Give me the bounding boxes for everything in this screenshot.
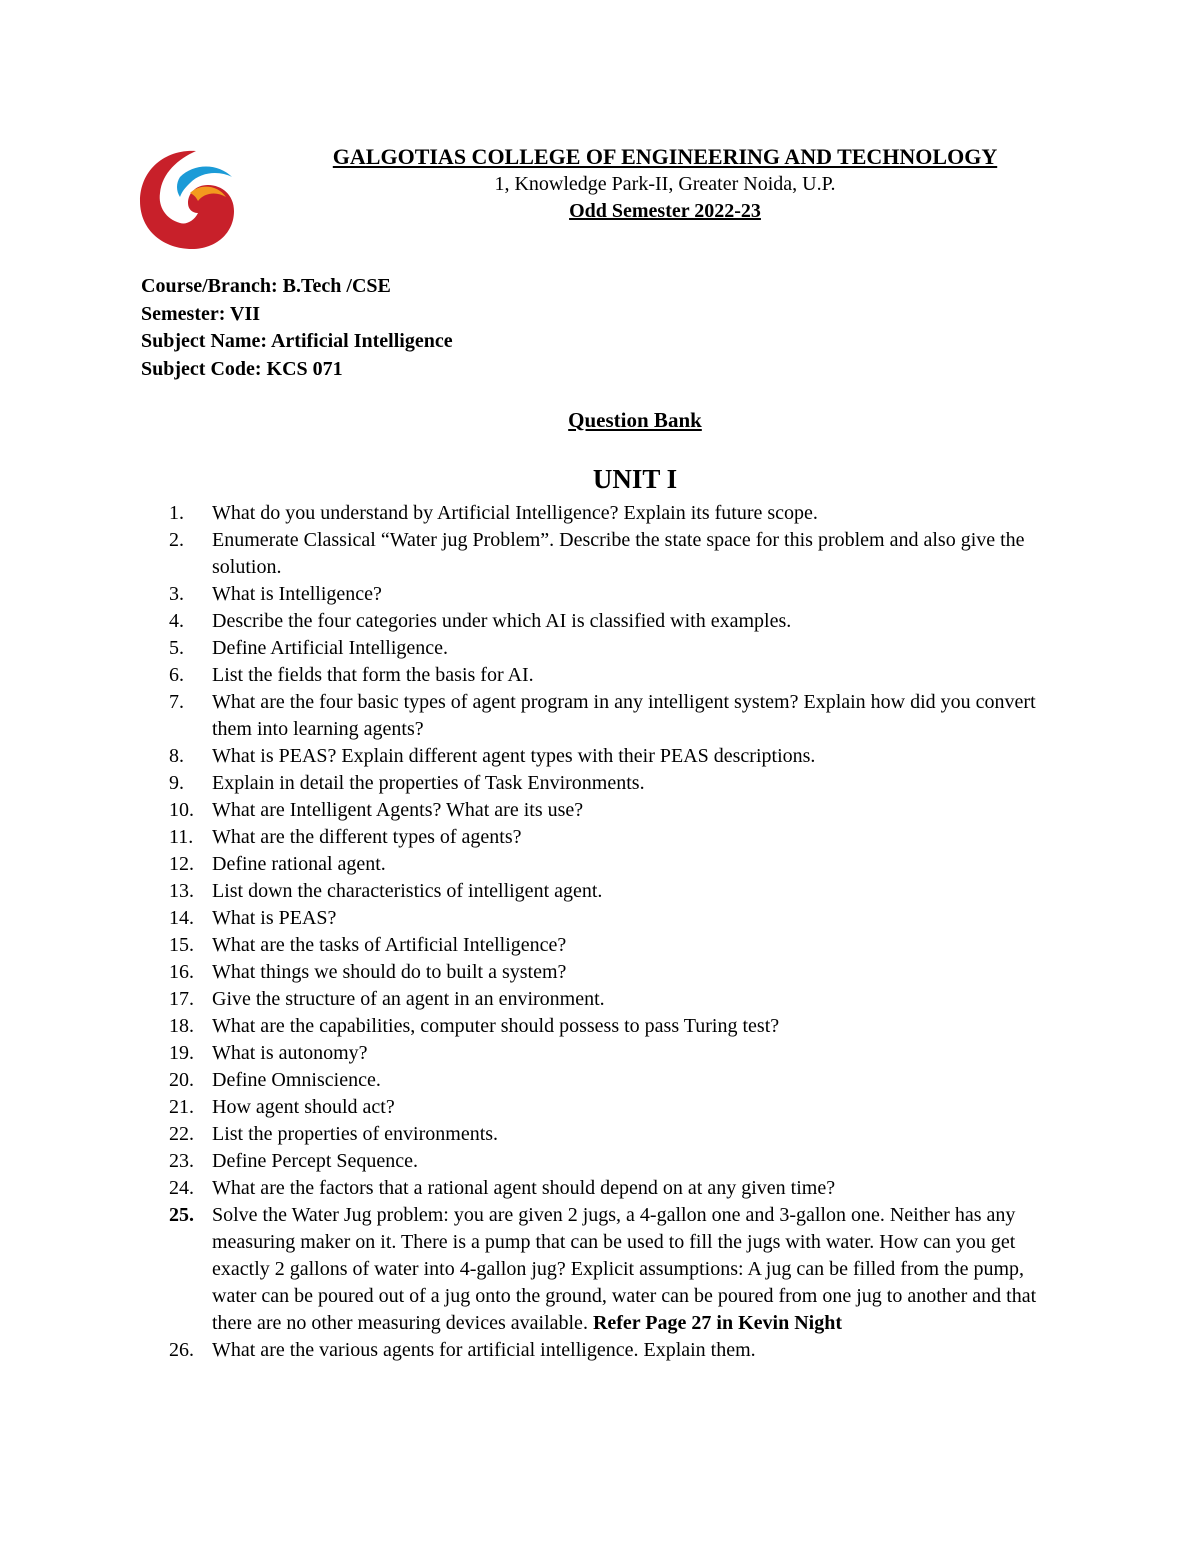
question-text-body: Define Omniscience. xyxy=(212,1069,381,1091)
question-text-body: What is PEAS? xyxy=(212,907,337,929)
question-item xyxy=(141,770,1051,797)
question-text xyxy=(212,1175,1051,1202)
question-item xyxy=(141,959,1051,986)
semester-title: Odd Semester 2022-23 xyxy=(569,200,761,222)
question-item xyxy=(141,1202,1051,1337)
question-item xyxy=(141,1040,1051,1067)
question-text-body: What are the tasks of Artificial Intelligence? xyxy=(212,934,567,956)
question-number-text: 11. xyxy=(169,826,194,848)
question-number-text: 20. xyxy=(169,1069,194,1091)
question-number-text: 7. xyxy=(169,691,184,713)
question-item xyxy=(141,878,1051,905)
question-text-body: How agent should act? xyxy=(212,1096,395,1118)
question-number-text: 15. xyxy=(169,934,194,956)
question-text-body: What are the factors that a rational agent should depend on at any given time? xyxy=(212,1177,836,1199)
subject-name: Subject Name: Artificial Intelligence xyxy=(141,330,453,352)
question-item xyxy=(141,932,1051,959)
question-text-body: What are the capabilities, computer should possess to pass Turing test? xyxy=(212,1015,780,1037)
question-text-body: List the fields that form the basis for AI. xyxy=(212,664,534,686)
question-text-body: List down the characteristics of intelligent agent. xyxy=(212,880,603,902)
course-details xyxy=(141,273,453,383)
question-item xyxy=(141,608,1051,635)
question-text xyxy=(212,1013,1051,1040)
question-bank-title: Question Bank xyxy=(568,408,702,432)
question-item xyxy=(141,851,1051,878)
question-number-text: 5. xyxy=(169,637,184,659)
question-number xyxy=(141,689,212,743)
question-text-body: What things we should do to built a system? xyxy=(212,961,567,983)
question-text xyxy=(212,635,1051,662)
question-number xyxy=(141,1337,212,1364)
question-item xyxy=(141,581,1051,608)
question-reference: Refer Page 27 in Kevin Night xyxy=(592,1312,842,1334)
question-text-body: What is Intelligence? xyxy=(212,583,382,605)
question-text xyxy=(212,1040,1051,1067)
question-number xyxy=(141,608,212,635)
question-text-body: Define Percept Sequence. xyxy=(212,1150,419,1172)
question-text xyxy=(212,905,1051,932)
question-number xyxy=(141,1094,212,1121)
question-number-text: 6. xyxy=(169,664,184,686)
question-text-body: What is PEAS? Explain different agent types with their PEAS descriptions. xyxy=(212,745,816,767)
question-text-body: What are the various agents for artificial intelligence. Explain them. xyxy=(212,1339,756,1361)
question-number-text: 8. xyxy=(169,745,184,767)
question-item xyxy=(141,905,1051,932)
question-text-body: What are the different types of agents? xyxy=(212,826,522,848)
question-text-body: What do you understand by Artificial Intelligence? Explain its future scope. xyxy=(212,502,818,524)
question-text xyxy=(212,1067,1051,1094)
question-item xyxy=(141,1121,1051,1148)
course-branch: Course/Branch: B.Tech /CSE xyxy=(141,275,391,297)
question-number xyxy=(141,1013,212,1040)
question-number xyxy=(141,1067,212,1094)
question-number xyxy=(141,770,212,797)
subject-code: Subject Code: KCS 071 xyxy=(141,357,343,380)
question-text xyxy=(212,959,1051,986)
question-number-text: 4. xyxy=(169,610,184,632)
question-text-body: What are Intelligent Agents? What are its use? xyxy=(212,799,584,821)
question-number xyxy=(141,743,212,770)
question-number-text: 19. xyxy=(169,1042,194,1064)
question-text-body: Give the structure of an agent in an environment. xyxy=(212,988,605,1010)
question-number xyxy=(141,662,212,689)
question-item xyxy=(141,1148,1051,1175)
question-text-body: Solve the Water Jug problem: you are given 2 jugs, a 4-gallon one and 3-gallon one. Neither has any measuring maker on it. There is a pump that can be used to fill the jugs with water. How can you get exactly 2 gallons of water into 4-gallon jug? Explicit assumptions: A jug can be filled from the pump, water can be poured out of a jug onto the ground, water can be poured from one jug to another and that there are no other measuring devices available. xyxy=(212,1204,1037,1334)
question-number xyxy=(141,824,212,851)
question-text xyxy=(212,797,1051,824)
question-number-text: 10. xyxy=(169,799,194,821)
question-number-text: 2. xyxy=(169,529,184,551)
question-list xyxy=(141,500,1051,1364)
question-number-text: 24. xyxy=(169,1177,194,1199)
question-number xyxy=(141,905,212,932)
document-header xyxy=(240,143,1090,225)
question-number xyxy=(141,878,212,905)
question-number xyxy=(141,986,212,1013)
question-item xyxy=(141,797,1051,824)
question-number-text: 25. xyxy=(169,1204,194,1226)
question-item xyxy=(141,986,1051,1013)
question-text xyxy=(212,527,1051,581)
logo-red-swirl xyxy=(140,151,234,249)
question-text-body: What are the four basic types of agent program in any intelligent system? Explain how did you convert them into learning agents? xyxy=(212,691,1036,740)
question-number xyxy=(141,1175,212,1202)
question-item xyxy=(141,662,1051,689)
question-text xyxy=(212,1094,1051,1121)
question-item xyxy=(141,1013,1051,1040)
question-number-text: 22. xyxy=(169,1123,194,1145)
question-text-body: Define rational agent. xyxy=(212,853,386,875)
question-text xyxy=(212,500,1051,527)
question-text xyxy=(212,1202,1051,1337)
question-text xyxy=(212,986,1051,1013)
college-address: 1, Knowledge Park-II, Greater Noida, U.P. xyxy=(494,173,836,195)
question-item xyxy=(141,1067,1051,1094)
question-number xyxy=(141,797,212,824)
college-logo xyxy=(136,147,238,251)
question-item xyxy=(141,635,1051,662)
question-text xyxy=(212,932,1051,959)
question-number xyxy=(141,851,212,878)
question-text-body: List the properties of environments. xyxy=(212,1123,499,1145)
college-name: GALGOTIAS COLLEGE OF ENGINEERING AND TECHNOLOGY xyxy=(332,144,998,169)
question-number xyxy=(141,635,212,662)
question-item xyxy=(141,1094,1051,1121)
question-number xyxy=(141,1121,212,1148)
question-text xyxy=(212,770,1051,797)
question-text xyxy=(212,1148,1051,1175)
question-text-body: Describe the four categories under which AI is classified with examples. xyxy=(212,610,792,632)
question-text xyxy=(212,608,1051,635)
question-text xyxy=(212,824,1051,851)
question-number xyxy=(141,932,212,959)
question-number xyxy=(141,527,212,581)
question-number-text: 21. xyxy=(169,1096,194,1118)
question-text xyxy=(212,689,1051,743)
question-text xyxy=(212,581,1051,608)
question-number-text: 26. xyxy=(169,1339,194,1361)
question-number-text: 9. xyxy=(169,772,184,794)
question-text xyxy=(212,851,1051,878)
question-text-body: What is autonomy? xyxy=(212,1042,368,1064)
question-number-text: 18. xyxy=(169,1015,194,1037)
question-number-text: 14. xyxy=(169,907,194,929)
unit-title: UNIT I xyxy=(592,464,678,494)
question-text xyxy=(212,878,1051,905)
question-text xyxy=(212,743,1051,770)
question-text xyxy=(212,662,1051,689)
question-number-text: 23. xyxy=(169,1150,194,1172)
question-number-text: 3. xyxy=(169,583,184,605)
question-item xyxy=(141,1337,1051,1364)
question-item xyxy=(141,743,1051,770)
question-item xyxy=(141,1175,1051,1202)
question-item xyxy=(141,527,1051,581)
question-number-text: 1. xyxy=(169,502,184,524)
question-text xyxy=(212,1337,1051,1364)
question-text xyxy=(212,1121,1051,1148)
question-number xyxy=(141,1202,212,1337)
semester-label: Semester: VII xyxy=(141,302,261,325)
question-text-body: Enumerate Classical “Water jug Problem”. Describe the state space for this problem and also give the solution. xyxy=(212,529,1025,578)
question-text-body: Define Artificial Intelligence. xyxy=(212,637,449,659)
question-number xyxy=(141,1040,212,1067)
question-number xyxy=(141,500,212,527)
question-item xyxy=(141,824,1051,851)
question-number xyxy=(141,959,212,986)
question-item xyxy=(141,689,1051,743)
question-item xyxy=(141,500,1051,527)
question-number-text: 17. xyxy=(169,988,194,1010)
question-number xyxy=(141,1148,212,1175)
question-number-text: 16. xyxy=(169,961,194,983)
question-number-text: 13. xyxy=(169,880,194,902)
question-number xyxy=(141,581,212,608)
question-number-text: 12. xyxy=(169,853,194,875)
question-text-body: Explain in detail the properties of Task Environments. xyxy=(212,772,645,794)
